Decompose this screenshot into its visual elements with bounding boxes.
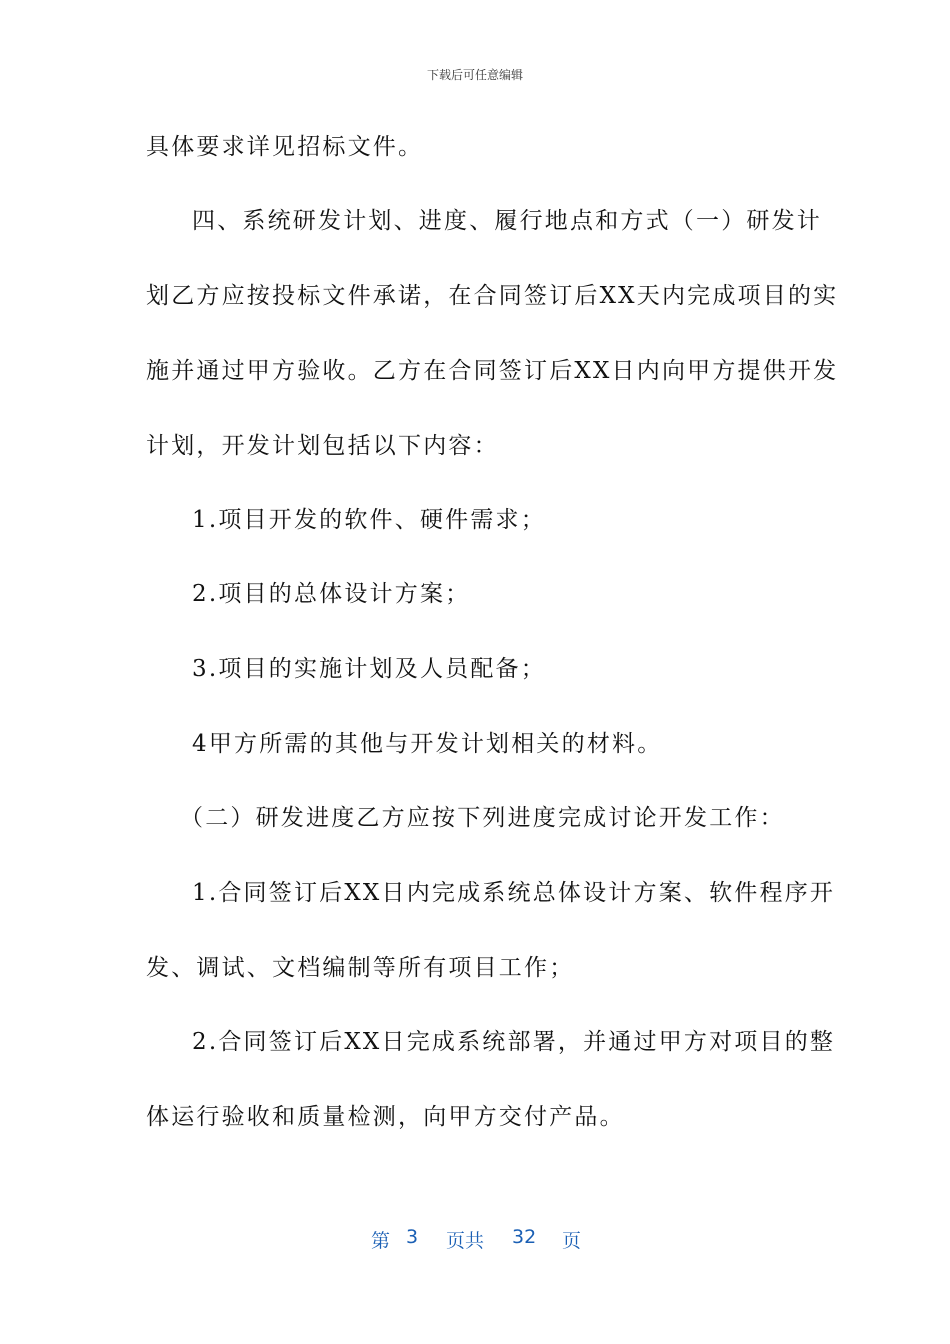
paragraph-line: 施并通过甲方验收。乙方在合同签订后XX日内向甲方提供开发 [146,358,839,384]
footer-suffix: 页 [562,1230,582,1252]
header-note: 下载后可任意编辑 [426,68,523,82]
list-item: 2.合同签订后XX日完成系统部署，并通过甲方对项目的整 [192,1029,836,1055]
list-item: 1.项目开发的软件、硬件需求； [192,507,546,533]
paragraph-line: 计划，开发计划包括以下内容： [146,433,499,459]
list-item: 2.项目的总体设计方案； [192,581,471,607]
list-item: 1.合同签订后XX日内完成系统总体设计方案、软件程序开 [192,880,836,906]
section-heading: （二）研发进度乙方应按下列进度完成讨论开发工作： [180,805,785,831]
footer-page-prefix: 第 [371,1230,391,1252]
paragraph-line: 四、系统研发计划、进度、履行地点和方式（一）研发计 [192,208,822,234]
list-item: 3.项目的实施计划及人员配备； [192,656,546,682]
footer-total-prefix: 页共 [446,1230,485,1252]
footer-total-pages: 32 [512,1226,537,1248]
footer-page-number: 3 [406,1226,419,1248]
paragraph-line: 划乙方应按投标文件承诺，在合同签订后XX天内完成项目的实 [146,283,839,309]
paragraph-line: 发、调试、文档编制等所有项目工作； [146,955,575,981]
paragraph-line: 具体要求详见招标文件。 [146,134,424,160]
list-item: 4甲方所需的其他与开发计划相关的材料。 [192,731,663,757]
paragraph-line: 体运行验收和质量检测，向甲方交付产品。 [146,1104,625,1130]
